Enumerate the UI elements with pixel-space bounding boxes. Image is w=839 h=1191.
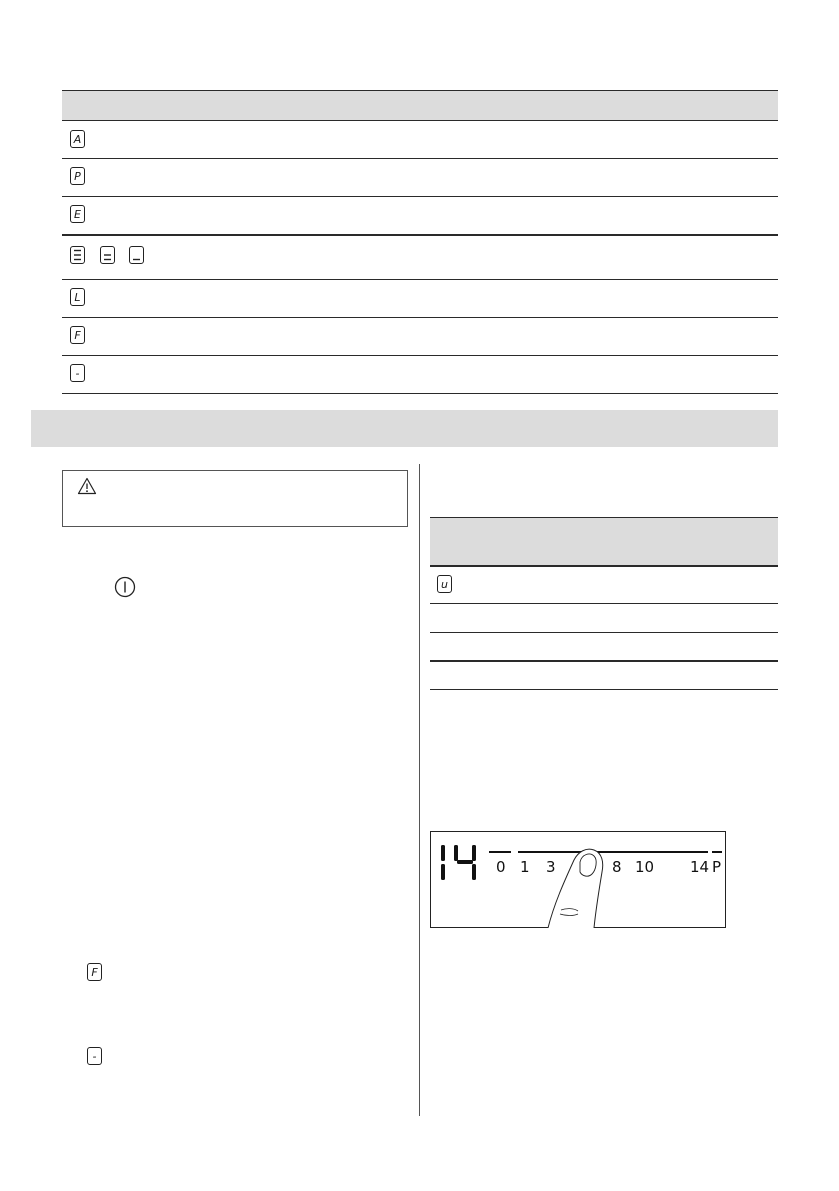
slider-tick-8: 8 xyxy=(612,858,622,876)
top-table-rule xyxy=(62,355,778,356)
top-table-rule xyxy=(62,120,778,121)
display-l-icon: L xyxy=(70,288,85,306)
right-table-rule xyxy=(430,632,778,633)
display-dash-icon: - xyxy=(70,364,85,382)
display-f-icon: F xyxy=(70,326,85,344)
display-level-low-icon xyxy=(129,246,144,264)
display-e-icon: E xyxy=(70,205,85,223)
power-icon xyxy=(114,576,136,598)
display-a-icon: A xyxy=(70,130,85,148)
slider-bar-segment xyxy=(489,851,511,853)
display-dash-icon: - xyxy=(87,1047,102,1065)
right-table-rule xyxy=(430,603,778,604)
display-f-icon: F xyxy=(87,963,102,981)
right-table-rule xyxy=(430,660,778,662)
display-u-icon: u xyxy=(437,575,452,593)
top-table-rule xyxy=(62,90,778,91)
touch-slider-illustration xyxy=(430,831,726,928)
right-table-rule xyxy=(430,565,778,567)
warning-box xyxy=(62,470,408,527)
slider-tick-p: P xyxy=(712,858,722,876)
right-table-rule xyxy=(430,517,778,518)
column-separator xyxy=(419,464,420,1116)
top-table-rule xyxy=(62,317,778,318)
top-table-rule xyxy=(62,158,778,159)
power-level-display xyxy=(437,843,487,883)
top-table-rule xyxy=(62,279,778,280)
finger-icon xyxy=(536,832,616,928)
display-p-icon: P xyxy=(70,167,85,185)
top-table-rule xyxy=(62,196,778,197)
section-header-bar xyxy=(31,410,778,447)
slider-tick-0: 0 xyxy=(496,858,506,876)
slider-tick-3: 3 xyxy=(546,858,556,876)
slider-tick-10: 10 xyxy=(635,858,655,876)
display-level-mid-icon xyxy=(100,246,115,264)
top-table-rule xyxy=(62,234,778,236)
slider-tick-1: 1 xyxy=(520,858,530,876)
right-table-rule xyxy=(430,689,778,690)
slider-tick-14: 14 xyxy=(690,858,710,876)
top-table-rule xyxy=(62,393,778,394)
right-table-header xyxy=(430,517,778,566)
top-table-header xyxy=(62,90,778,120)
slider-bar-segment xyxy=(712,851,722,853)
warning-triangle-icon xyxy=(77,477,97,495)
display-level-high-icon xyxy=(70,246,85,264)
